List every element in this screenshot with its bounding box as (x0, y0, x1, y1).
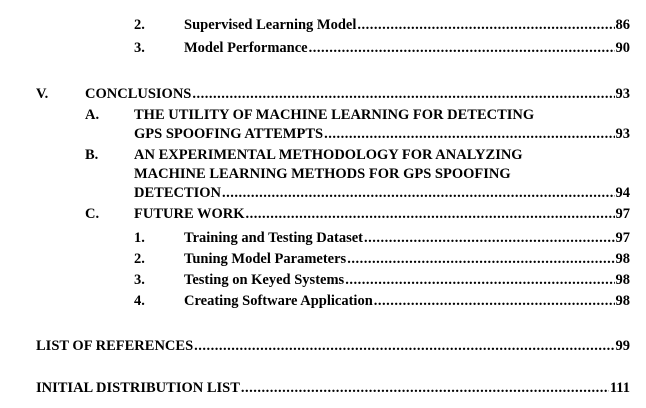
toc-entry-number: V. (36, 86, 49, 102)
toc-entry-conclusions[interactable] (0, 85, 646, 104)
toc-entry-page: 111 (609, 380, 630, 396)
toc-entry-number: 4. (134, 293, 145, 309)
toc-entry-number: 3. (134, 272, 145, 288)
toc-entry-number: B. (85, 147, 99, 163)
toc-entry-line (184, 271, 630, 290)
toc-entry-title: Model Performance (184, 40, 308, 56)
toc-entry-line (85, 85, 630, 104)
toc-entry-page: 98 (615, 293, 630, 309)
toc-entry-title: Creating Software Application (184, 293, 373, 309)
toc-entry-number: 2. (134, 17, 145, 33)
toc-entry-page: 90 (615, 40, 630, 56)
dot-leader (192, 85, 614, 104)
toc-entry-line (134, 125, 630, 144)
dot-leader (357, 16, 614, 35)
toc-entry-page: 98 (615, 272, 630, 288)
toc-entry-title-line: THE UTILITY OF MACHINE LEARNING FOR DETECTING (134, 107, 535, 123)
toc-entry-training-testing-dataset[interactable] (0, 229, 646, 248)
dot-leader (374, 292, 615, 311)
toc-entry-title: Testing on Keyed Systems (184, 272, 345, 288)
toc-entry-experimental-methodology[interactable] (0, 146, 646, 203)
toc-entry-page: 97 (615, 230, 630, 246)
toc-entry-line (36, 379, 630, 398)
toc-entry-page: 93 (615, 86, 630, 102)
toc-entry-page: 99 (615, 338, 630, 354)
dot-leader (241, 379, 609, 398)
dot-leader (345, 271, 614, 290)
toc-entry-title: FUTURE WORK (134, 206, 245, 222)
toc-entry-title: Supervised Learning Model (184, 17, 357, 33)
toc-entry-future-work[interactable] (0, 205, 646, 224)
toc-entry-title-line: AN EXPERIMENTAL METHODOLOGY FOR ANALYZING (134, 147, 523, 163)
toc-entry-line (134, 205, 630, 224)
toc-entry-creating-software-application[interactable] (0, 292, 646, 311)
toc-entry-number: 1. (134, 230, 145, 246)
dot-leader (347, 250, 614, 269)
toc-entry-title: CONCLUSIONS (85, 86, 192, 102)
dot-leader (309, 39, 615, 58)
toc-entry-testing-keyed-systems[interactable] (0, 271, 646, 290)
toc-entry-line (184, 39, 630, 58)
toc-entry-number: A. (85, 107, 100, 123)
toc-entry-page: 94 (615, 185, 630, 201)
toc-entry-tuning-model-parameters[interactable] (0, 250, 646, 269)
toc-entry-page: 97 (615, 206, 630, 222)
toc-entry-number: 3. (134, 40, 145, 56)
toc-entry-title: GPS SPOOFING ATTEMPTS (134, 126, 324, 142)
toc-entry-utility-of-machine-learning[interactable] (0, 106, 646, 144)
dot-leader (222, 184, 614, 203)
toc-entry-number: C. (85, 206, 100, 222)
toc-entry-list-of-references[interactable] (0, 337, 646, 356)
toc-entry-title: Training and Testing Dataset (184, 230, 364, 246)
toc-entry-model-performance[interactable] (0, 39, 646, 58)
toc-entry-line (184, 229, 630, 248)
dot-leader (246, 205, 615, 224)
toc-entry-line (184, 250, 630, 269)
dot-leader (194, 337, 614, 356)
toc-entry-page: 98 (615, 251, 630, 267)
toc-entry-title: DETECTION (134, 185, 222, 201)
toc-entry-title: LIST OF REFERENCES (36, 338, 194, 354)
toc-entry-page: 86 (615, 17, 630, 33)
toc-entry-line (36, 337, 630, 356)
toc-entry-title: Tuning Model Parameters (184, 251, 347, 267)
toc-entry-title: INITIAL DISTRIBUTION LIST (36, 380, 240, 396)
toc-entry-number: 2. (134, 251, 145, 267)
toc-entry-line (184, 292, 630, 311)
dot-leader (364, 229, 614, 248)
dot-leader (324, 125, 614, 144)
toc-entry-title-line: MACHINE LEARNING METHODS FOR GPS SPOOFING (134, 166, 511, 182)
toc-entry-page: 93 (615, 126, 630, 142)
toc-entry-line (184, 16, 630, 35)
toc-entry-line (134, 184, 630, 203)
toc-entry-initial-distribution-list[interactable] (0, 379, 646, 398)
toc-entry-supervised-learning-model[interactable] (0, 16, 646, 35)
